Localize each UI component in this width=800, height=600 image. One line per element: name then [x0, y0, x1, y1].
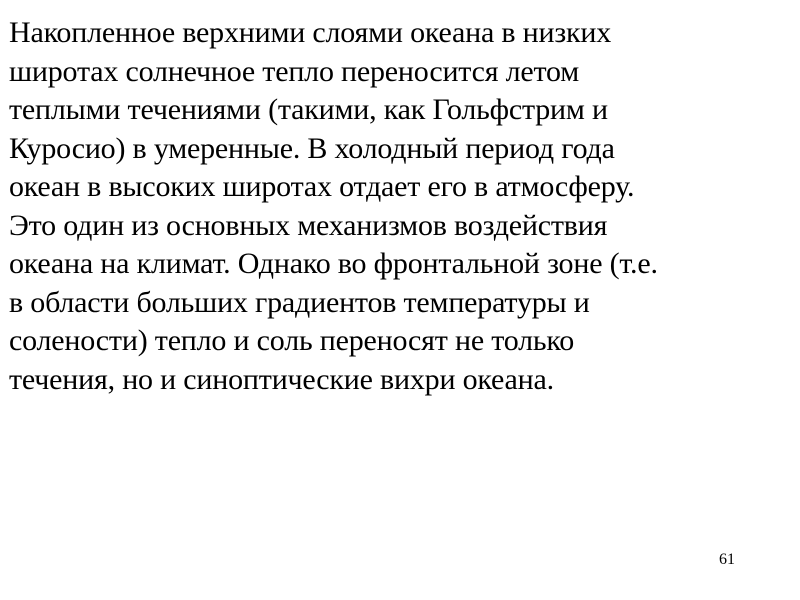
text-line: в области больших градиентов температуры и	[9, 285, 590, 319]
text-line: Куросио) в умеренные. В холодный период года	[9, 131, 615, 165]
body-paragraph	[9, 14, 799, 399]
text-line: океан в высоких широтах отдает его в атмосферу.	[9, 170, 635, 203]
text-line: солености) тепло и соль переносят не только	[9, 324, 575, 357]
page-number: 61	[719, 551, 735, 568]
text-line: течения, но и синоптические вихри океана.	[9, 362, 554, 396]
text-line: океана на климат. Однако во фронтальной зоне (т.е.	[9, 247, 658, 280]
text-line: Накопленное верхними слоями океана в низких	[9, 16, 612, 49]
text-line: теплыми течениями (такими, как Гольфстрим и	[9, 93, 608, 126]
text-line: Это один из основных механизмов воздействия	[9, 208, 608, 242]
text-line: широтах солнечное тепло переносится летом	[9, 54, 580, 88]
